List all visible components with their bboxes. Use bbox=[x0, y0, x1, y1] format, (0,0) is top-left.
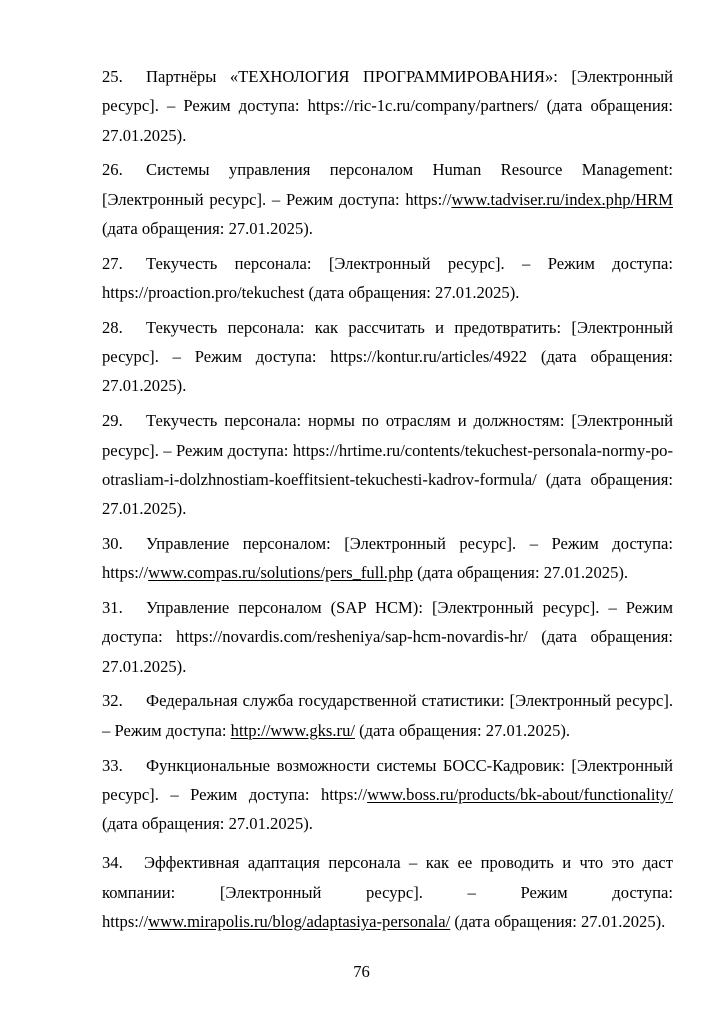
reference-number: 28. bbox=[102, 317, 123, 337]
reference-item bbox=[102, 62, 673, 150]
reference-number: 25. bbox=[102, 67, 123, 86]
reference-list bbox=[102, 62, 673, 953]
reference-item: 26. Системы управления персоналом Human Resource Management: [Электронный ресурс]. – Режим доступа: https://www.tadviser.ru/index.php/HRM (дата обращения: 27.01.2025). bbox=[102, 155, 673, 243]
reference-item bbox=[102, 249, 673, 308]
reference-date: (дата обращения: 27.01.2025). bbox=[412, 563, 629, 583]
reference-number: 33. bbox=[102, 755, 123, 775]
reference-text: Эффективная адаптация персонала – как ее проводить и что это даст компании: [Электронный ресурс]. – Режим доступа: bbox=[102, 853, 673, 902]
reference-text: Текучесть персонала: [Электронный ресурс]. – Режим доступа: bbox=[146, 253, 673, 273]
reference-text: Системы управления персоналом Human Resource Management: [Электронный ресурс]. – Режим доступа: bbox=[102, 160, 673, 209]
reference-item bbox=[102, 313, 673, 401]
reference-date: (дата обращения: 27.01.2025). bbox=[354, 720, 571, 740]
reference-number: 31. bbox=[102, 598, 123, 618]
reference-link[interactable]: https://novardis.com/resheniya/sap-hcm-novardis-hr/ bbox=[176, 627, 528, 647]
reference-date: (дата обращения: 27.01.2025). bbox=[102, 96, 673, 145]
reference-number: 30. bbox=[102, 533, 123, 553]
reference-link[interactable]: www.boss.ru/products/bk-about/functionality/ bbox=[367, 784, 673, 804]
reference-text: Управление персоналом: [Электронный ресурс]. – Режим доступа: bbox=[146, 533, 673, 553]
reference-number: 32. bbox=[102, 691, 123, 711]
reference-date: (дата обращения: 27.01.2025). bbox=[102, 347, 673, 396]
reference-link[interactable]: http://www.gks.ru/ bbox=[230, 720, 355, 740]
reference-date: (дата обращения: 27.01.2025). bbox=[304, 283, 520, 303]
reference-item: 34. Эффективная адаптация персонала – как ее проводить и что это даст компании: [Электронный ресурс]. – Режим доступа: https://www.mirapolis.ru/blog/adaptasiya-personala/ (дата обращения: 27.01.2025). bbox=[102, 848, 673, 936]
reference-text: Текучесть персонала: нормы по отраслям и должностям: [Электронный ресурс]. – Режим доступа: bbox=[102, 411, 673, 460]
reference-text: Функциональные возможности системы БОСС-Кадровик: [Электронный ресурс]. – Режим доступа: bbox=[102, 755, 673, 804]
reference-date: (дата обращения: 27.01.2025). bbox=[102, 218, 313, 238]
reference-link[interactable]: www.mirapolis.ru/blog/adaptasiya-personala/ bbox=[148, 912, 451, 932]
reference-number: 34. bbox=[102, 853, 123, 873]
reference-number: 27. bbox=[102, 253, 123, 273]
reference-text: Партнёры «ТЕХНОЛОГИЯ ПРОГРАММИРОВАНИЯ»: [Электронный ресурс]. – Режим доступа: bbox=[102, 67, 673, 116]
reference-link[interactable]: www.compas.ru/solutions/pers_full.php bbox=[148, 563, 413, 583]
reference-date: (дата обращения: 27.01.2025). bbox=[102, 627, 673, 676]
reference-item: 30. Управление персоналом: [Электронный ресурс]. – Режим доступа: https://www.compas.ru/solutions/pers_full.php (дата обращения: 27.01.2025). bbox=[102, 529, 673, 588]
reference-link[interactable]: https://hrtime.ru/contents/tekuchest-personala-normy-po-otrasliam-i-dolzhnostiam-koeffitsient-tekuchesti-kadrov-formula/ bbox=[102, 440, 673, 489]
reference-item bbox=[102, 593, 673, 681]
reference-item bbox=[102, 406, 673, 523]
reference-text: Управление персоналом (SAP HCM): [Электронный ресурс]. – Режим доступа: bbox=[102, 598, 673, 647]
reference-text: Текучесть персонала: как рассчитать и предотвратить: [Электронный ресурс]. – Режим доступа: bbox=[102, 317, 673, 367]
page-number: 76 bbox=[353, 962, 370, 981]
reference-text: Федеральная служба государственной статистики: [Электронный ресурс]. – Режим доступа: bbox=[102, 691, 673, 740]
reference-link[interactable]: https://kontur.ru/articles/4922 bbox=[330, 347, 528, 367]
reference-number: 26. bbox=[102, 160, 123, 180]
reference-date: (дата обращения: 27.01.2025). bbox=[102, 814, 313, 834]
reference-item bbox=[102, 686, 673, 745]
reference-item: 33. Функциональные возможности системы БОСС-Кадровик: [Электронный ресурс]. – Режим доступа: https://www.boss.ru/products/bk-about/functionality/ (дата обращения: 27.01.2025). bbox=[102, 751, 673, 839]
reference-number: 29. bbox=[102, 411, 123, 431]
reference-link[interactable]: https://proaction.pro/tekuchest bbox=[102, 283, 305, 303]
reference-date: (дата обращения: 27.01.2025). bbox=[450, 912, 666, 932]
reference-link[interactable]: www.tadviser.ru/index.php/HRM bbox=[451, 189, 673, 209]
reference-date: (дата обращения: 27.01.2025). bbox=[102, 469, 673, 519]
reference-link[interactable]: https://ric-1c.ru/company/partners/ bbox=[307, 96, 539, 116]
